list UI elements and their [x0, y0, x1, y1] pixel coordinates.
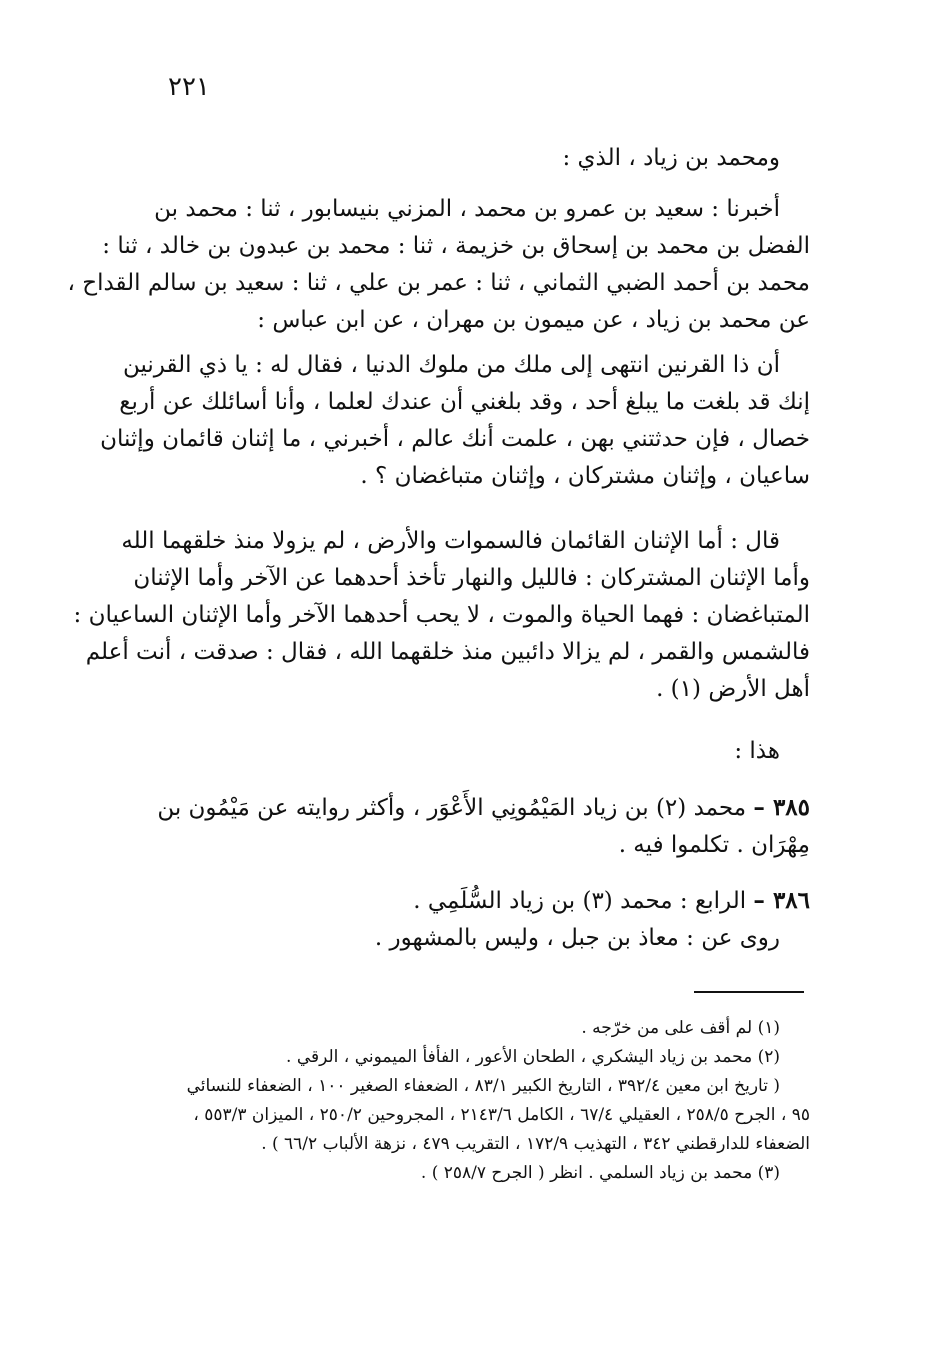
page-number: ٢٢١: [168, 72, 210, 102]
hatha-text: [134, 733, 810, 770]
footnote-3: (٣) محمد بن زياد السلمي . انظر ( الجرح ٢٥٨/٧ ) .: [420, 1163, 780, 1183]
footnote-2-refs-3: الضعفاء للدارقطني ٣٤٢ ، التهذيب ١٧٢/٩ ، التقريب ٤٧٩ ، نزهة الألباب ٦٦/٢ ) .: [261, 1134, 810, 1154]
story-line-4: ساعيان ، وإثنان مشتركان ، وإثنان متباغضان ؟ .: [360, 463, 810, 489]
isnad-line-4: عن محمد بن زياد ، عن ميمون بن مهران ، عن ابن عباس :: [257, 307, 810, 333]
footnote-2-refs-2: ٩٥ ، الجرح ٢٥٨/٥ ، العقيلي ٦٧/٤ ، الكامل ٢١٤٣/٦ ، المجروحين ٢٥٠/٢ ، الميزان ٥٥٣/٣ ،: [193, 1105, 810, 1125]
answer-line-4: فالشمس والقمر ، لم يزالا دائبين منذ خلقهما الله ، فقال : صدقت ، أنت أعلم: [85, 639, 810, 665]
footnote-2: (٢) محمد بن زياد اليشكري ، الطحان الأعور ، الفأفأ الميموني ، الرقي .: [286, 1047, 780, 1067]
entry-386-line-1: الرابع : محمد (٣) بن زياد السُّلَمِي .: [413, 888, 747, 914]
entry-386-number: ٣٨٦ –: [753, 887, 810, 914]
answer-line-1: قال : أما الإثنان القائمان فالسموات والأرض ، لم يزولا منذ خلقهما الله: [121, 528, 780, 554]
story-line-3: خصال ، فإن حدثتني بهن ، علمت أنك عالم ، أخبرني ، ما إثنان قائمان وإثنان: [100, 426, 810, 452]
footnote-1: (١) لم أقف على من خرّجه .: [581, 1018, 780, 1038]
story-paragraph: [100, 347, 810, 495]
isnad-line-1: أخبرنا : سعيد بن عمرو بن محمد ، المزني بنيسابور ، ثنا : محمد بن: [154, 196, 780, 222]
isnad-line-2: الفضل بن محمد بن إسحاق بن خزيمة ، ثنا : محمد بن عبدون بن خالد ، ثنا :: [102, 233, 810, 259]
entry-385: [134, 789, 810, 864]
entry-386: [134, 882, 810, 957]
intro-line: ومحمد بن زياد ، الذي :: [562, 145, 780, 171]
intro-text: [134, 140, 810, 177]
hatha-line: هذا :: [734, 738, 780, 764]
answer-line-3: المتباغضان : فهما الحياة والموت ، لا يحب أحدهما الآخر وأما الإثنان الساعيان :: [73, 602, 810, 628]
story-line-1: أن ذا القرنين انتهى إلى ملك من ملوك الدنيا ، فقال له : يا ذي القرنين: [122, 352, 780, 378]
answer-line-2: وأما الإثنان المشتركان : فالليل والنهار تأخذ أحدهما عن الآخر وأما الإثنان: [133, 565, 810, 591]
answer-paragraph: [73, 523, 810, 708]
entry-385-number: ٣٨٥ –: [753, 794, 810, 821]
answer-line-5: أهل الأرض (١) .: [656, 676, 810, 702]
entry-385-line-1: محمد (٢) بن زياد المَيْمُونِي الأَعْوَر ، وأكثر روايته عن مَيْمُون بن: [157, 795, 747, 821]
isnad-paragraph: [67, 191, 810, 339]
footnote-2-refs-1: ( تاريخ ابن معين ٣٩٢/٤ ، التاريخ الكبير ٨٣/١ ، الضعفاء الصغير ١٠٠ ، الضعفاء للنسائي: [186, 1076, 780, 1096]
entry-386-line-2: روى عن : معاذ بن جبل ، وليس بالمشهور .: [374, 925, 780, 951]
entry-385-line-2: مِهْرَان . تكلموا فيه .: [618, 832, 810, 858]
isnad-line-3: محمد بن أحمد الضبي الثماني ، ثنا : عمر بن علي ، ثنا : سعيد بن سالم القداح ،: [67, 270, 810, 296]
footnote-separator: [694, 991, 804, 993]
footnotes: [134, 1014, 810, 1188]
story-line-2: إنك قد بلغت ما يبلغ أحد ، وقد بلغني أن عندك لعلما ، وأنا أسائلك عن أربع: [119, 389, 810, 415]
